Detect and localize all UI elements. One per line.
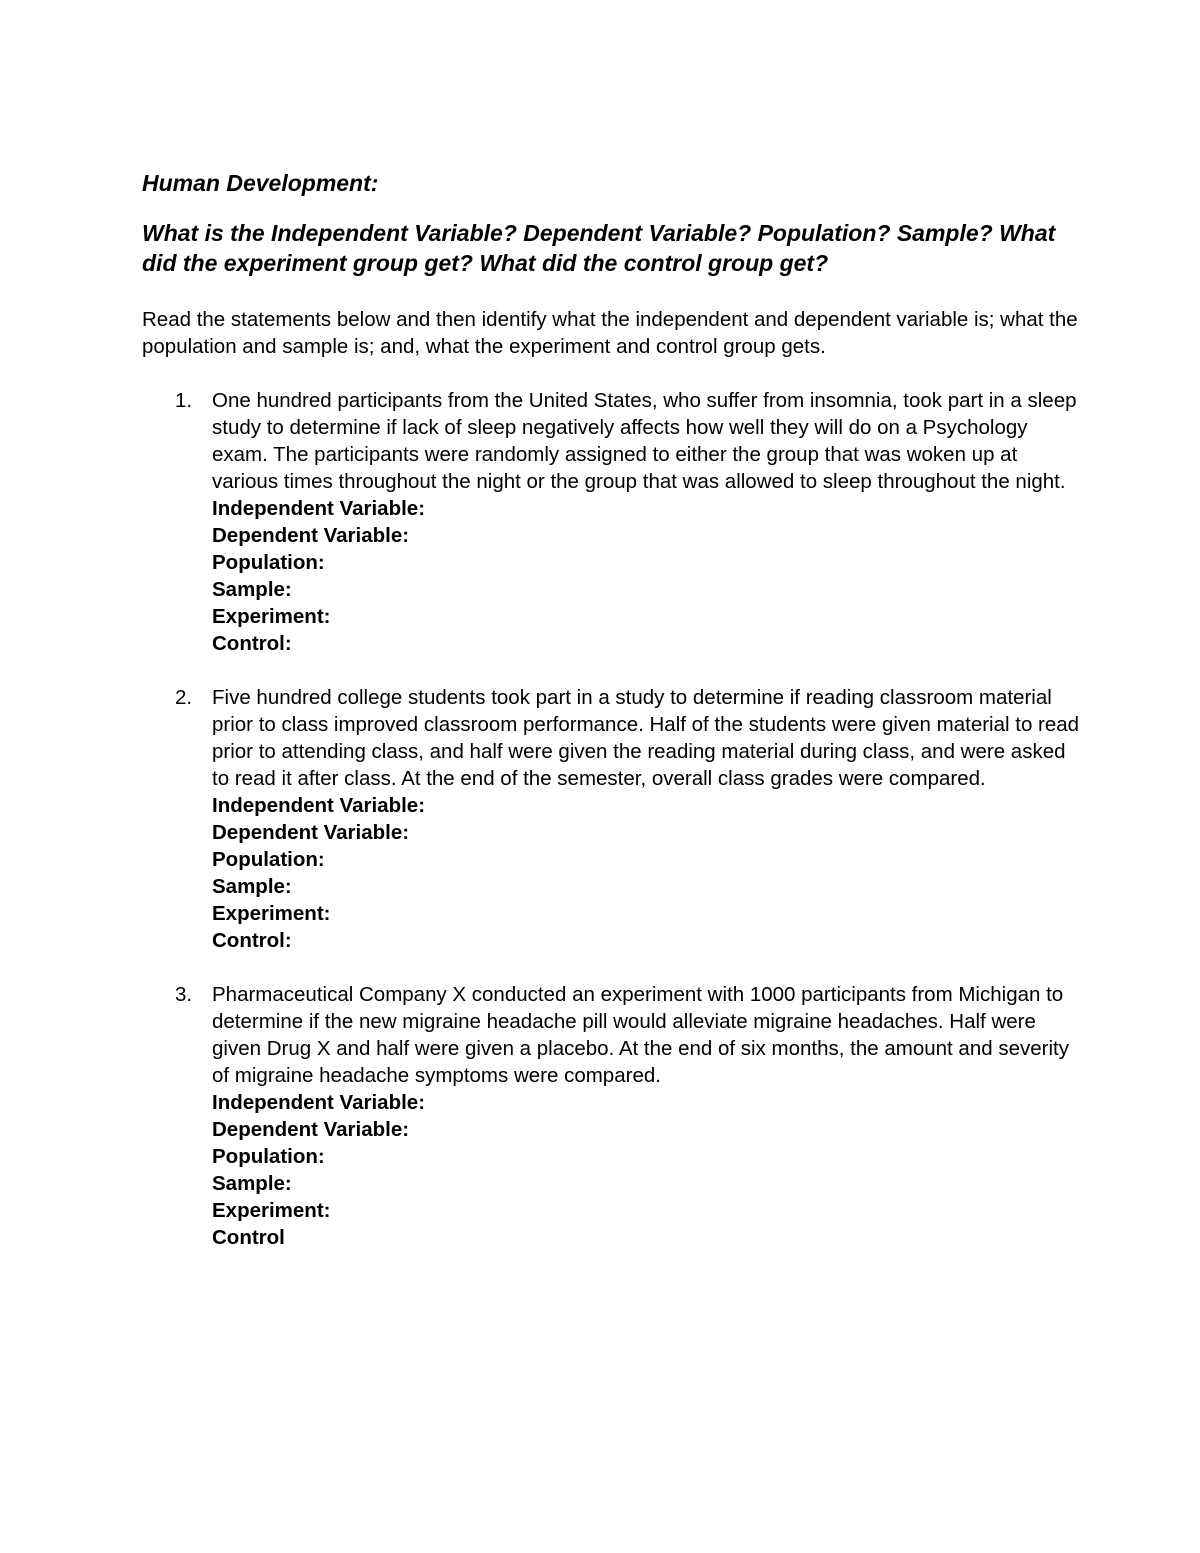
item-statement: Five hundred college students took part in a study to determine if reading classroom material prior to class improved classroom performance. Half of the students were given material to read prior to attending class, and half were given the reading material during class, and were asked to read it after class. At the end of the semester, overall class grades were compared. — [212, 686, 1080, 790]
sample-label: Sample: — [212, 875, 292, 898]
dependent-variable-label: Dependent Variable: — [212, 524, 410, 547]
independent-variable-label: Independent Variable: — [212, 794, 426, 817]
document-title: Human Development: — [142, 170, 379, 196]
question-item-2 — [142, 684, 1082, 954]
sample-label: Sample: — [212, 578, 292, 601]
sample-label: Sample: — [212, 1172, 292, 1195]
control-label: Control: — [212, 929, 292, 952]
item-number: 1. — [175, 389, 193, 412]
question-item-1 — [142, 387, 1082, 657]
question-list — [142, 387, 1082, 1251]
population-label: Population: — [212, 551, 325, 574]
dependent-variable-label: Dependent Variable: — [212, 1118, 410, 1141]
experiment-label: Experiment: — [212, 1199, 331, 1222]
item-number: 3. — [175, 983, 193, 1006]
experiment-label: Experiment: — [212, 902, 331, 925]
control-label: Control: — [212, 632, 292, 655]
item-statement: Pharmaceutical Company X conducted an experiment with 1000 participants from Michigan to determine if the new migraine headache pill would alleviate migraine headaches. Half were given Drug X and half were given a placebo. At the end of six months, the amount and severity of migraine headache symptoms were compared. — [212, 983, 1069, 1087]
document-page — [142, 168, 1082, 1278]
population-label: Population: — [212, 848, 325, 871]
question-item-3 — [142, 981, 1082, 1251]
independent-variable-label: Independent Variable: — [212, 497, 426, 520]
item-number: 2. — [175, 686, 193, 709]
experiment-label: Experiment: — [212, 605, 331, 628]
population-label: Population: — [212, 1145, 325, 1168]
item-statement: One hundred participants from the United States, who suffer from insomnia, took part in a sleep study to determine if lack of sleep negatively affects how well they will do on a Psychology exam. The participants were randomly assigned to either the group that was woken up at various times throughout the night or the group that was allowed to sleep throughout the night. — [212, 389, 1077, 493]
independent-variable-label: Independent Variable: — [212, 1091, 426, 1114]
instructions-paragraph: Read the statements below and then identify what the independent and dependent variable is; what the population and sample is; and, what the experiment and control group gets. — [142, 308, 1078, 358]
document-question: What is the Independent Variable? Dependent Variable? Population? Sample? What did the experiment group get? What did the control group get? — [142, 220, 1056, 276]
dependent-variable-label: Dependent Variable: — [212, 821, 410, 844]
control-label: Control — [212, 1226, 285, 1249]
